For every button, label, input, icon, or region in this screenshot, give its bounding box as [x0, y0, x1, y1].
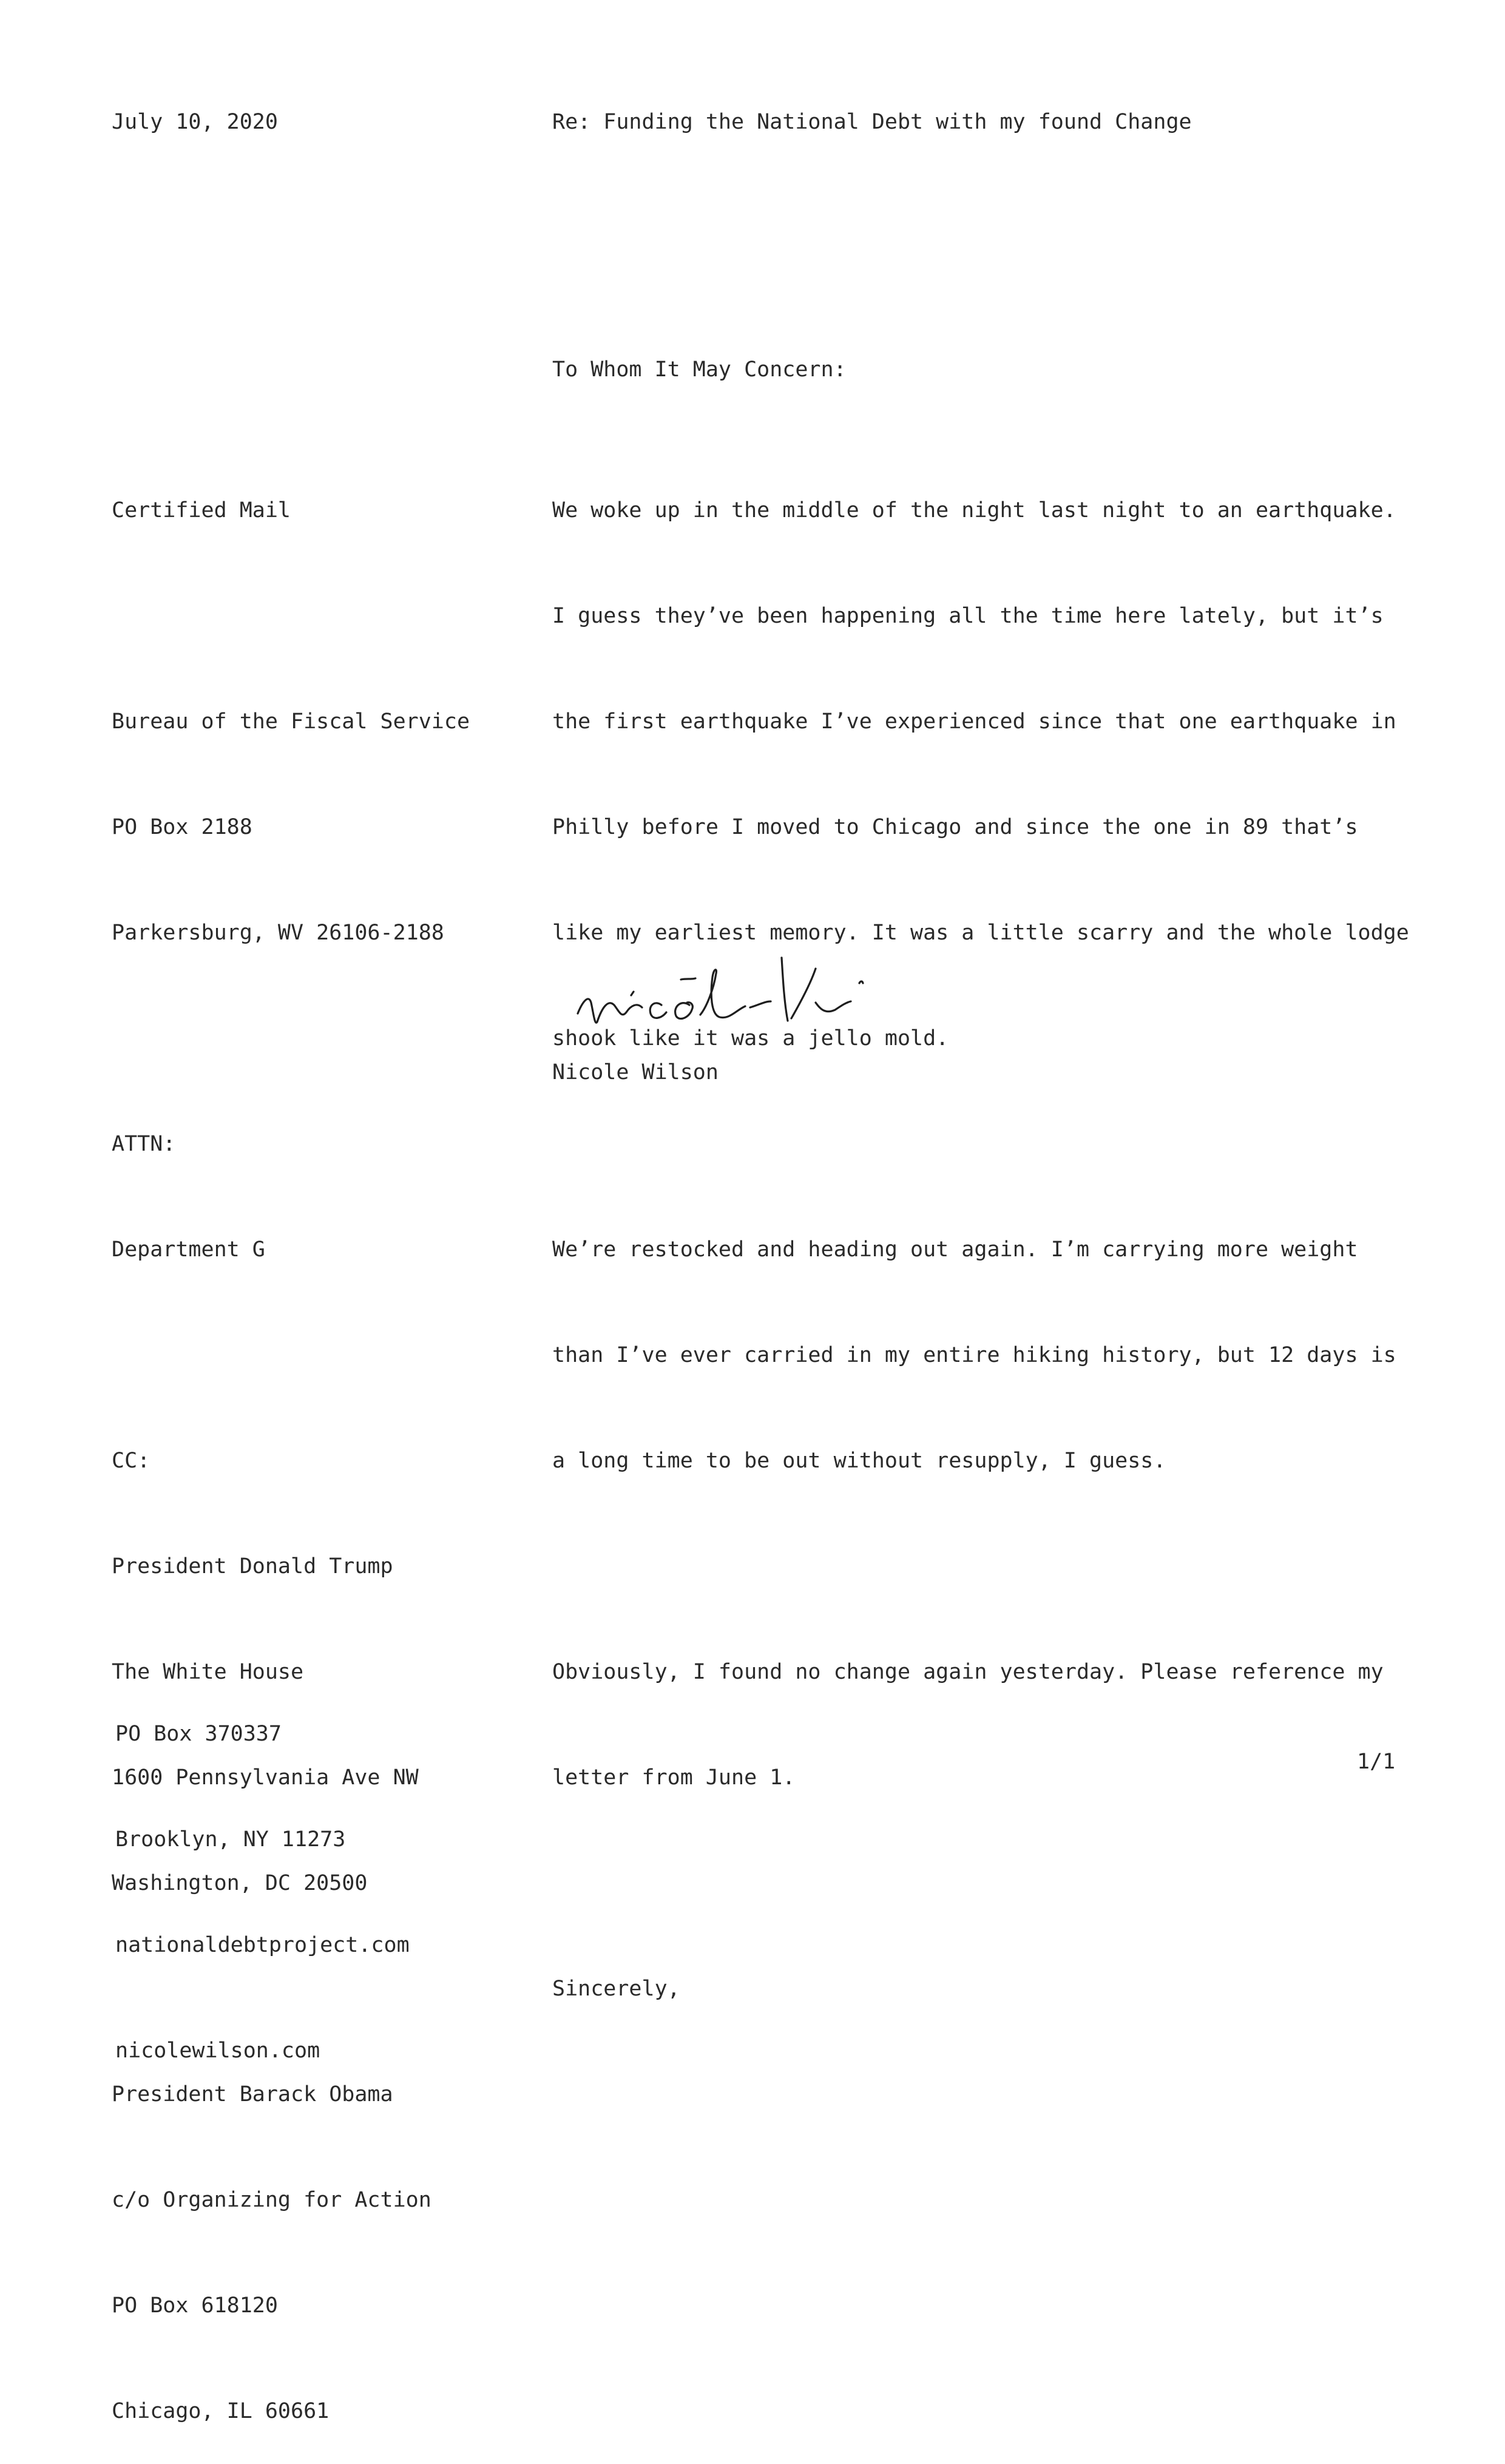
cc1-name: President Donald Trump — [112, 1554, 393, 1579]
paragraph2-line: We’re restocked and heading out again. I’m carrying more weight — [552, 1237, 1358, 1262]
paragraph3-line: Obviously, I found no change again yesterday. Please reference my — [552, 1660, 1384, 1684]
recipient-city-line: Parkersburg, WV 26106-2188 — [112, 921, 444, 945]
cc2-line: Chicago, IL 60661 — [112, 2399, 330, 2423]
paragraph1-line: like my earliest memory. It was a little scarry and the whole lodge — [552, 921, 1409, 945]
website-link: nicolewilson.com — [115, 2039, 320, 2063]
recipients-block — [112, 422, 470, 2464]
paragraph1-line: Philly before I moved to Chicago and since the one in 89 that’s — [552, 815, 1358, 839]
attn-label: ATTN: — [112, 1132, 176, 1156]
closing: Sincerely, — [552, 1977, 680, 2001]
cc2-line: c/o Organizing for Action — [112, 2188, 431, 2212]
paragraph2-line: a long time to be out without resupply, I guess. — [552, 1449, 1166, 1473]
paragraph3-line: letter from June 1. — [552, 1765, 796, 1790]
return-address — [115, 1646, 410, 2104]
website-link: nationaldebtproject.com — [115, 1933, 410, 1957]
spacer — [112, 1338, 470, 1373]
return-city: Brooklyn, NY 11273 — [115, 1827, 346, 1852]
letter-body — [552, 422, 1409, 2042]
spacer — [552, 1866, 1409, 1901]
paragraph2-line: than I’ve ever carried in my entire hiking history, but 12 days is — [552, 1343, 1396, 1367]
salutation: To Whom It May Concern: — [552, 357, 847, 382]
letter-subject: Re: Funding the National Debt with my found Change — [552, 110, 1192, 134]
cc-label: CC: — [112, 1449, 150, 1473]
paragraph1-line: I guess they’ve been happening all the time here lately, but it’s — [552, 604, 1384, 628]
paragraph1-line: the first earthquake I’ve experienced since that one earthquake in — [552, 709, 1396, 734]
paragraph1-line: We woke up in the middle of the night last night to an earthquake. — [552, 498, 1396, 523]
signature-image — [570, 947, 898, 1044]
signer-name: Nicole Wilson — [552, 1060, 719, 1085]
letter-date: July 10, 2020 — [112, 110, 278, 134]
recipient-name: Bureau of the Fiscal Service — [112, 709, 470, 734]
cc1-line: The White House — [112, 1660, 304, 1684]
spacer — [552, 1549, 1409, 1584]
delivery-method: Certified Mail — [112, 498, 291, 523]
spacer — [112, 598, 470, 634]
spacer — [552, 1126, 1409, 1162]
cc2-line: PO Box 618120 — [112, 2293, 278, 2318]
attn-department: Department G — [112, 1237, 265, 1262]
cc1-line: 1600 Pennsylvania Ave NW — [112, 1765, 419, 1790]
cc2-name: President Barack Obama — [112, 2082, 393, 2107]
spacer — [112, 1021, 470, 1056]
paragraph1-line: shook like it was a jello mold. — [552, 1026, 949, 1051]
page-number: 1/1 — [1357, 1750, 1396, 1774]
return-po-box: PO Box 370337 — [115, 1722, 282, 1746]
recipient-address-line: PO Box 2188 — [112, 815, 252, 839]
cc1-line: Washington, DC 20500 — [112, 1871, 368, 1895]
